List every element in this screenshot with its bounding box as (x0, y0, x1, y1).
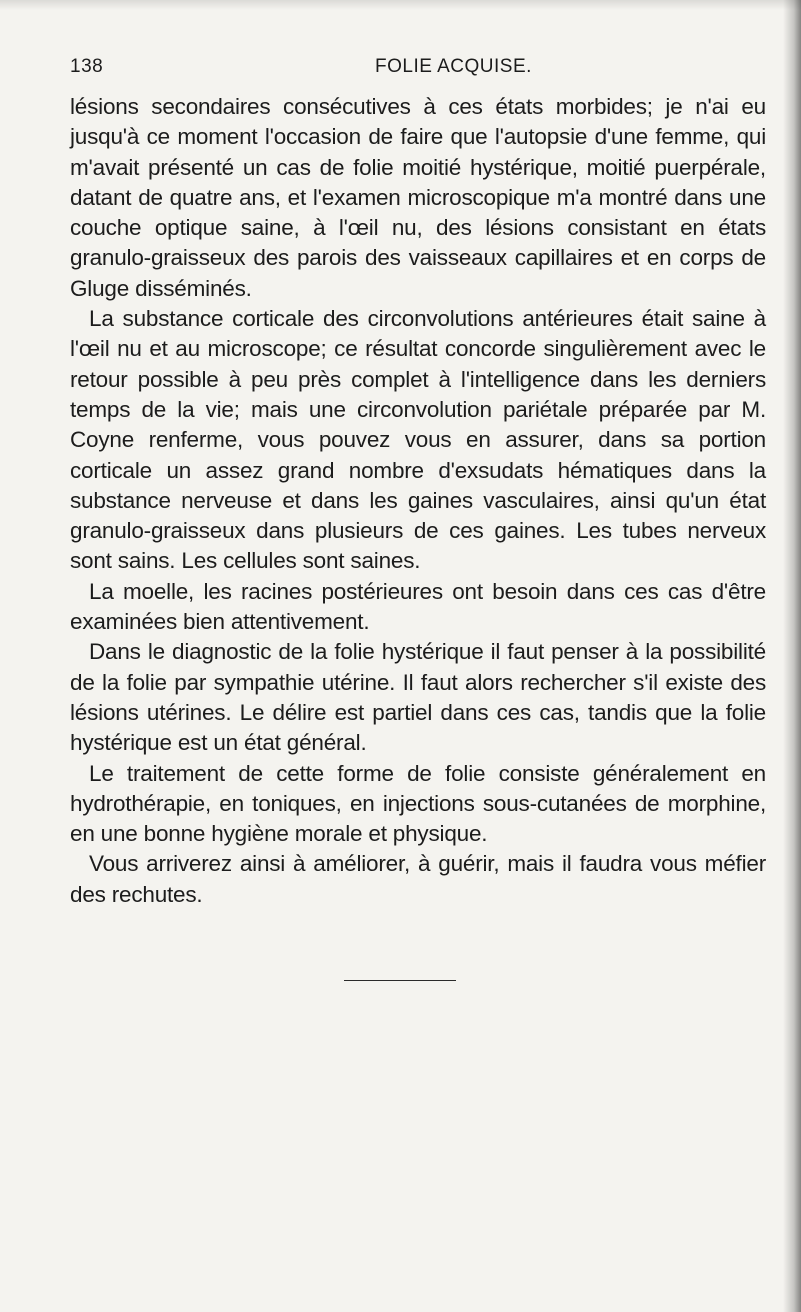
paragraph-substance-corticale: La substance corticale des circonvolutions antérieures était saine à l'œil nu et au microscope; ce résultat concorde singulièrement avec le retour possible à peu près complet à l'intelligence dans les derniers temps de la vie; mais une circonvolution pariétale préparée par M. Coyne renferme, vous pouvez vous en assurer, dans sa portion corticale un assez grand nombre d'exsudats hématiques dans la substance nerveuse et dans les gaines vasculaires, ainsi qu'un état granulo-graisseux dans plusieurs de ces gaines. Les tubes nerveux sont sains. Les cellules sont saines. (70, 306, 766, 574)
body-text (70, 92, 766, 910)
page-top-shadow (0, 0, 801, 10)
paragraph-traitement: Le traitement de cette forme de folie consiste généralement en hydrothérapie, en toniques, en injections sous-cutanées de morphine, en une bonne hygiène morale et physique. (70, 760, 766, 847)
running-head (70, 56, 760, 82)
running-title: FOLIE ACQUISE. (375, 56, 532, 77)
paragraph-lesions: lésions secondaires consécutives à ces états morbides; je n'ai eu jusqu'à ce moment l'occasion de faire que l'autopsie d'une femme, qui m'avait présenté un cas de folie moitié hystérique, moitié puerpérale, datant de quatre ans, et l'examen microscopique m'a montré dans une couche optique saine, à l'œil nu, des lésions consistant en états granulo-graisseux des parois des vaisseaux capillaires et en corps de Gluge disséminés. (70, 94, 766, 301)
paragraph-diagnostic: Dans le diagnostic de la folie hystérique il faut penser à la possibilité de la folie par sympathie utérine. Il faut alors rechercher s'il existe des lésions utérines. Le délire est partiel dans ces cas, tandis que la folie hystérique est un état général. (70, 639, 766, 756)
paragraph-moelle: La moelle, les racines postérieures ont besoin dans ces cas d'être examinées bien attentivement. (70, 578, 766, 635)
page-gutter-shadow (783, 0, 801, 1312)
page-number: 138 (70, 56, 104, 77)
section-end-rule (344, 980, 456, 981)
paragraph-rechutes: Vous arriverez ainsi à améliorer, à guérir, mais il faudra vous méfier des rechutes. (70, 851, 766, 907)
